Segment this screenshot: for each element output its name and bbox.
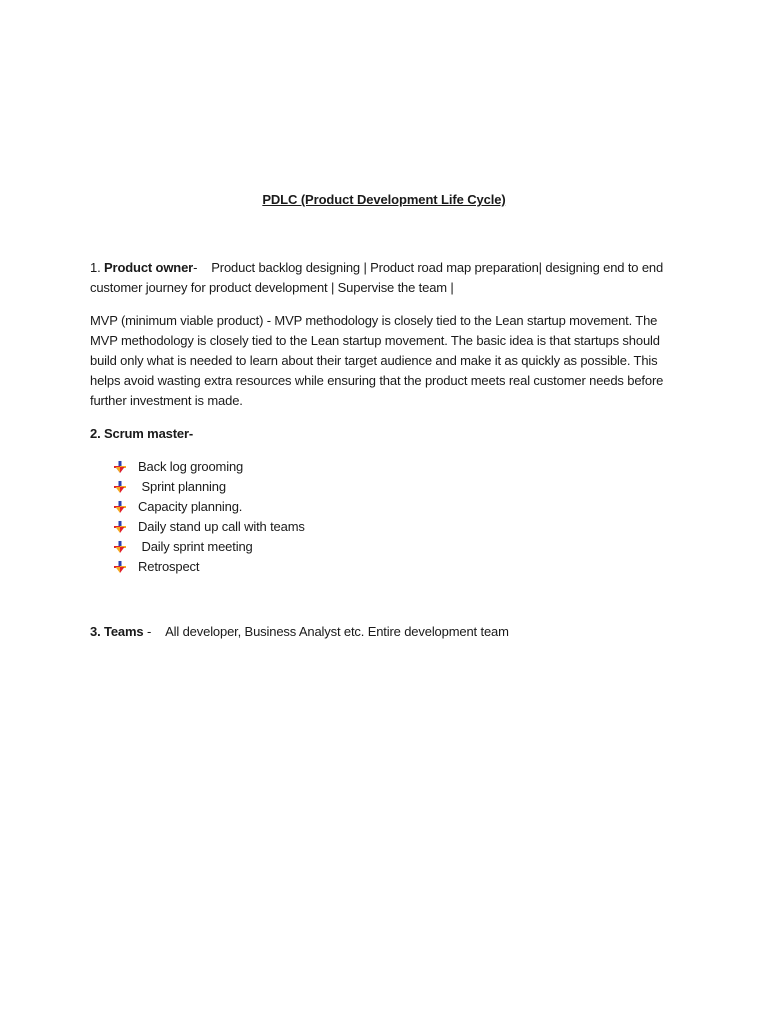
down-arrow-bullet-icon [114, 501, 126, 513]
teams-paragraph [90, 622, 680, 642]
list-item-label: Capacity planning. [138, 499, 243, 514]
mvp-paragraph: MVP (minimum viable product) - MVP methodology is closely tied to the Lean startup movement. The MVP methodology is closely tied to the Lean startup movement. The basic idea is that startups should build only what is needed to learn about their target audience and make it as quickly as possible. This helps avoid wasting extra resources while ensuring that the product meets real customer needs before further investment is made. [90, 313, 664, 408]
list-item-label: Daily sprint meeting [138, 539, 253, 554]
product-owner-number: 1. [90, 260, 101, 275]
list-item [114, 457, 305, 477]
product-owner-separator: - [193, 260, 198, 275]
product-owner-text: Product backlog designing | Product road map preparation| designing end to end customer journey for product development | Supervise the team | [90, 260, 664, 295]
list-item-label: Sprint planning [138, 479, 226, 494]
scrum-master-list [114, 457, 305, 577]
down-arrow-bullet-icon [114, 561, 126, 573]
list-item [114, 477, 305, 497]
product-owner-paragraph [90, 258, 680, 298]
list-item [114, 557, 305, 577]
list-item-label: Retrospect [138, 559, 200, 574]
teams-heading: 3. Teams [90, 624, 144, 639]
teams-text: All developer, Business Analyst etc. Entire development team [165, 624, 509, 639]
down-arrow-bullet-icon [114, 541, 126, 553]
down-arrow-bullet-icon [114, 521, 126, 533]
list-item-label: Daily stand up call with teams [138, 519, 305, 534]
list-item [114, 537, 305, 557]
down-arrow-bullet-icon [114, 481, 126, 493]
list-item-label: Back log grooming [138, 459, 244, 474]
down-arrow-bullet-icon [114, 461, 126, 473]
page-title: PDLC (Product Development Life Cycle) [262, 192, 506, 207]
teams-separator: - [146, 624, 152, 639]
list-item [114, 517, 305, 537]
list-item [114, 497, 305, 517]
scrum-master-heading: 2. Scrum master- [90, 426, 194, 441]
product-owner-heading: Product owner [104, 260, 194, 275]
